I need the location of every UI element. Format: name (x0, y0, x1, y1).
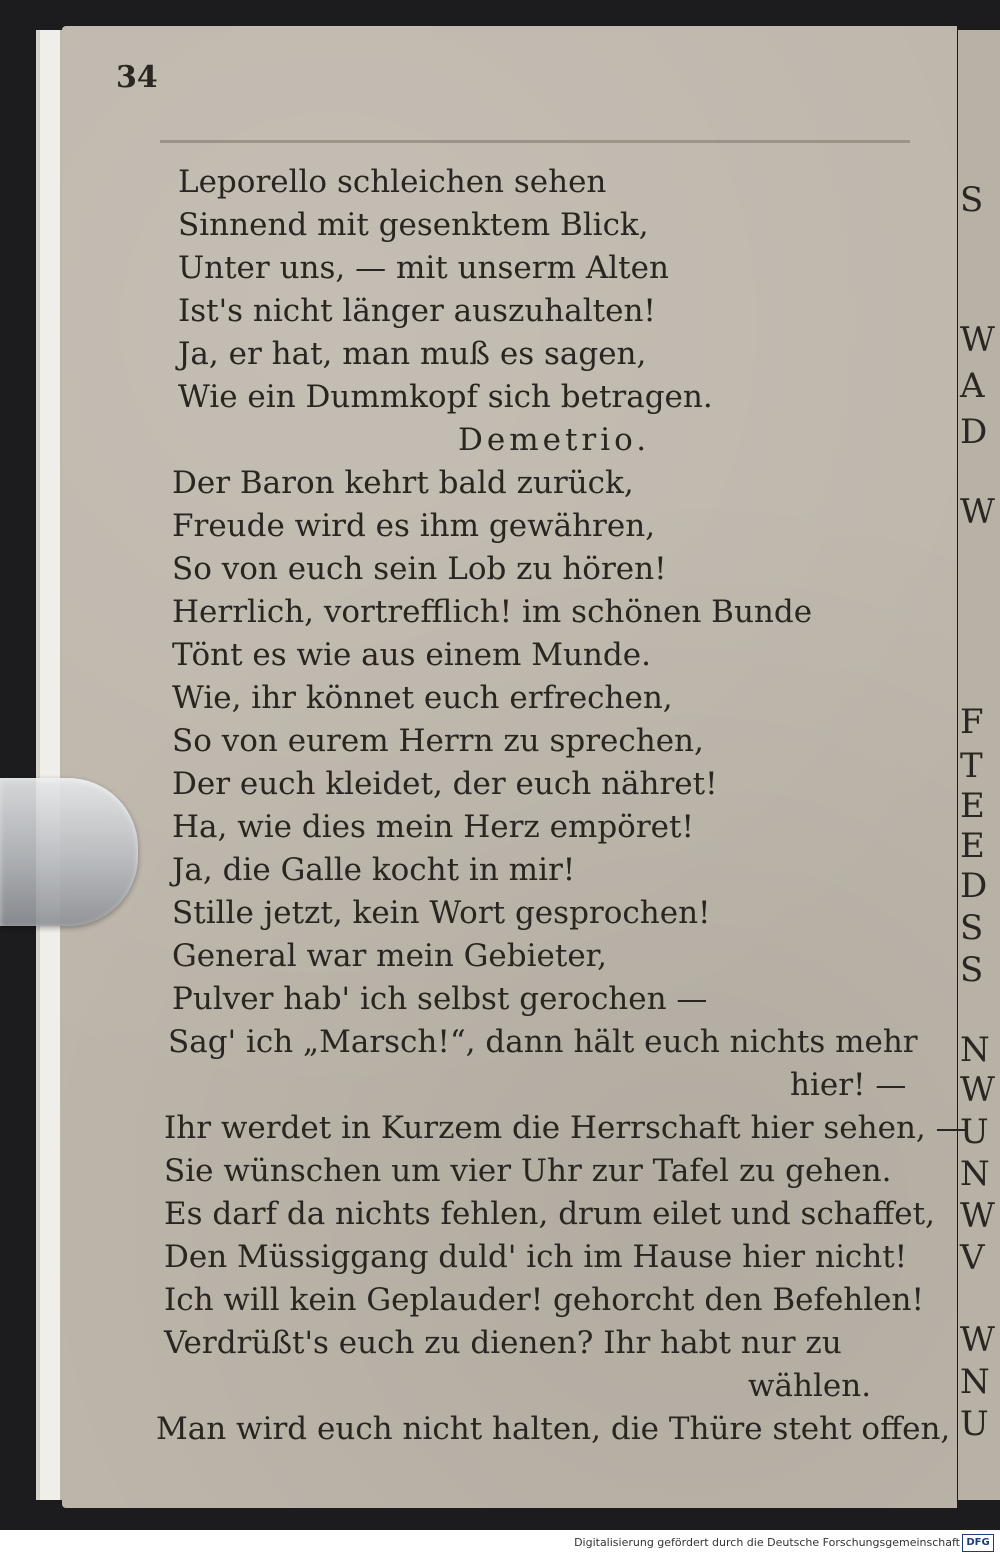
next-page-letter: S (960, 180, 984, 220)
verse-line: Pulver hab' ich selbst gerochen — (172, 981, 708, 1017)
next-page-letter: V (960, 1238, 985, 1278)
verse-line: Herrlich, vortrefflich! im schönen Bunde (172, 594, 813, 630)
header-rule (160, 140, 910, 143)
next-page-strip (958, 30, 1000, 1500)
verse-line: Ha, wie dies mein Herz empöret! (172, 809, 694, 845)
page-holder-clip (0, 778, 138, 926)
verse-line: Den Müssiggang duld' ich im Hause hier nicht! (164, 1239, 908, 1275)
verse-line: Tönt es wie aus einem Munde. (172, 637, 651, 673)
next-page-letter: W (960, 1320, 995, 1360)
verse-line: Sie wünschen um vier Uhr zur Tafel zu gehen. (164, 1153, 892, 1189)
next-page-letter: D (960, 412, 988, 452)
verse-line: Unter uns, — mit unserm Alten (178, 250, 669, 286)
verse-line: Ja, die Galle kocht in mir! (172, 852, 576, 888)
next-page-letter: N (960, 1154, 990, 1194)
verse-line: Ich will kein Geplauder! gehorcht den Befehlen! (164, 1282, 924, 1318)
page-number: 34 (116, 60, 158, 95)
speaker-name: Demetrio. (458, 422, 651, 458)
next-page-letter: S (960, 908, 984, 948)
next-page-letter: U (960, 1112, 989, 1152)
paper-edge (40, 30, 60, 1500)
next-page-letter: U (960, 1404, 989, 1444)
footer-credit: Digitalisierung gefördert durch die Deutsche Forschungsgemeinschaft (574, 1536, 960, 1549)
next-page-letter: W (960, 1070, 995, 1110)
verse-line: Es darf da nichts fehlen, drum eilet und schaffet, (164, 1196, 935, 1232)
next-page-letter: A (960, 366, 985, 406)
verse-line: Man wird euch nicht halten, die Thüre steht offen, (156, 1411, 951, 1447)
next-page-letter: T (960, 746, 983, 786)
verse-line: Sag' ich „Marsch!“, dann hält euch nichts mehr (168, 1024, 918, 1060)
verse-line: So von eurem Herrn zu sprechen, (172, 723, 704, 759)
verse-line: Freude wird es ihm gewähren, (172, 508, 656, 544)
verse-line: Der Baron kehrt bald zurück, (172, 465, 634, 501)
verse-line: Sinnend mit gesenktem Blick, (178, 207, 649, 243)
next-page-letter: E (960, 826, 985, 866)
verse-line: Der euch kleidet, der euch nähret! (172, 766, 718, 802)
verse-line: Wie, ihr könnet euch erfrechen, (172, 680, 673, 716)
next-page-letter: W (960, 320, 995, 360)
next-page-letter: D (960, 866, 988, 906)
next-page-letter: E (960, 786, 985, 826)
next-page-letter: N (960, 1362, 990, 1402)
verse-line: Ist's nicht länger auszuhalten! (178, 293, 656, 329)
next-page-letter: N (960, 1030, 990, 1070)
verse-line-continuation: wählen. (748, 1368, 872, 1404)
dfg-logo: DFG (962, 1534, 994, 1552)
next-page-letter: F (960, 702, 984, 742)
verse-line: So von euch sein Lob zu hören! (172, 551, 667, 587)
verse-line: Stille jetzt, kein Wort gesprochen! (172, 895, 711, 931)
verse-line: Wie ein Dummkopf sich betragen. (178, 379, 713, 415)
verse-line: General war mein Gebieter, (172, 938, 607, 974)
verse-line-continuation: hier! — (790, 1067, 907, 1103)
verse-line: Verdrüßt's euch zu dienen? Ihr habt nur zu (164, 1325, 842, 1361)
next-page-letter: W (960, 492, 995, 532)
next-page-letter: W (960, 1196, 995, 1236)
verse-line: Leporello schleichen sehen (178, 164, 607, 200)
next-page-letter: S (960, 950, 984, 990)
verse-line: Ja, er hat, man muß es sagen, (178, 336, 647, 372)
verse-line: Ihr werdet in Kurzem die Herrschaft hier sehen, — (164, 1110, 967, 1146)
